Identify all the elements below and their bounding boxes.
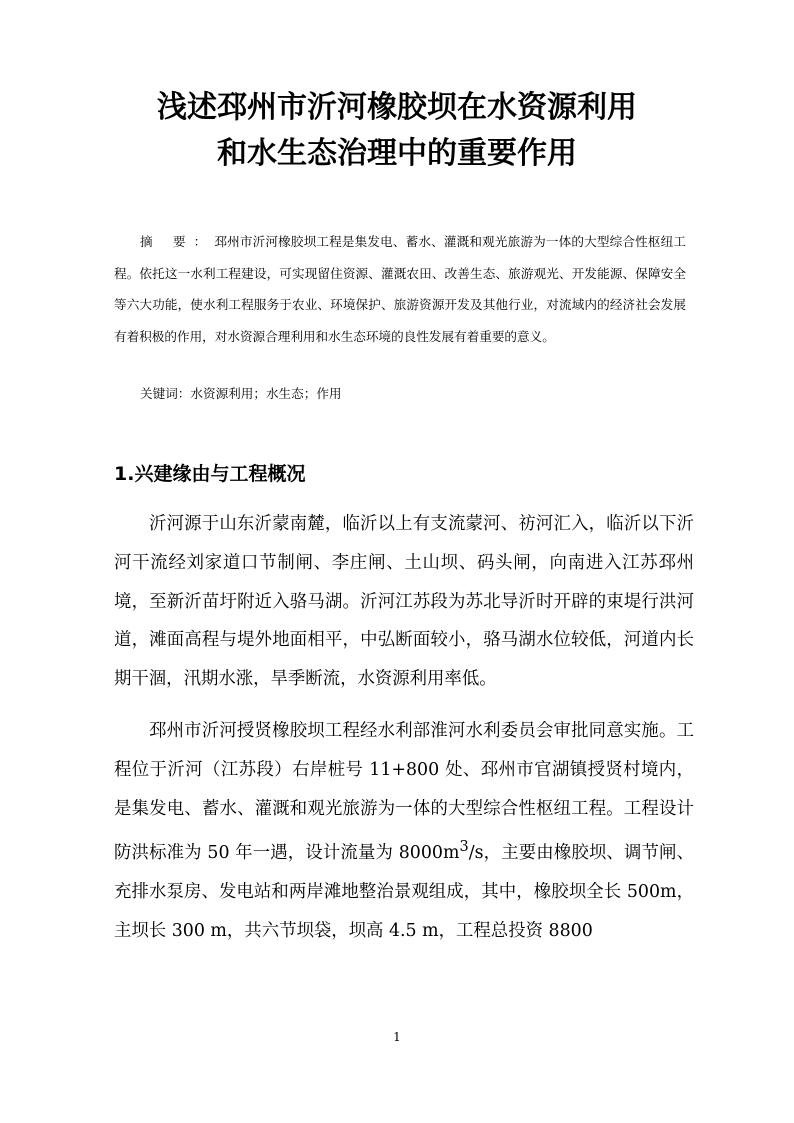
keywords-text: 水资源利用；水生态；作用 (190, 386, 342, 401)
paragraph-2-part-1: 邳州市沂河授贤橡胶坝工程经水利部淮河水利委员会审批同意实施。工程位于沂河（江苏段）右岸桩号 11+800 处、邳州市官湖镇授贤村境内，是集发电、蓄水、灌溉和观光旅游为一体的大型综合性枢纽工程。工程设计防洪标准为 50 年一遇，设计流量为 8000m (114, 721, 694, 864)
paragraph-2-part-2: /s，主要由橡胶坝、调节闸、充排水泵房、发电站和两岸滩地整治景观组成，其中，橡胶坝全长 500m，主坝长 300 m，共六节坝袋，坝高 4.5 m，工程总投资 8800 (114, 843, 694, 941)
document-title-line-1: 浅述邳州市沂河橡胶坝在水资源利用 (157, 90, 637, 125)
superscript-3: 3 (459, 839, 469, 856)
section-heading: 1.兴建缘由与工程概况 (114, 463, 306, 485)
keywords (140, 380, 342, 408)
body-paragraph-2 (114, 712, 694, 951)
page-number: 1 (393, 1030, 401, 1044)
body-paragraph-1: 沂河源于山东沂蒙南麓，临沂以上有支流蒙河、祊河汇入，临沂以下沂河干流经刘家道口节制闸、李庄闸、土山坝、码头闸，向南进入江苏邳州境，至新沂苗圩附近入骆马湖。沂河江苏段为苏北导沂时开辟的束堤行洪河道，滩面高程与堤外地面相平，中弘断面较小，骆马湖水位较低，河道内长期干涸，汛期水涨，旱季断流，水资源利用率低。 (114, 514, 694, 690)
abstract-label: 摘 要： (140, 234, 215, 249)
abstract (114, 226, 686, 352)
document-title-line-2: 和水生态治理中的重要作用 (217, 136, 577, 171)
abstract-text: 邳州市沂河橡胶坝工程是集发电、蓄水、灌溉和观光旅游为一体的大型综合性枢纽工程。依托这一水利工程建设，可实现留住资源、灌溉农田、改善生态、旅游观光、开发能源、保障安全等六大功能，使水利工程服务于农业、环境保护、旅游资源开发及其他行业，对流域内的经济社会发展有着积极的作用，对水资源合理利用和水生态环境的良性发展有着重要的意义。 (114, 234, 687, 344)
keywords-label: 关键词： (140, 386, 191, 401)
